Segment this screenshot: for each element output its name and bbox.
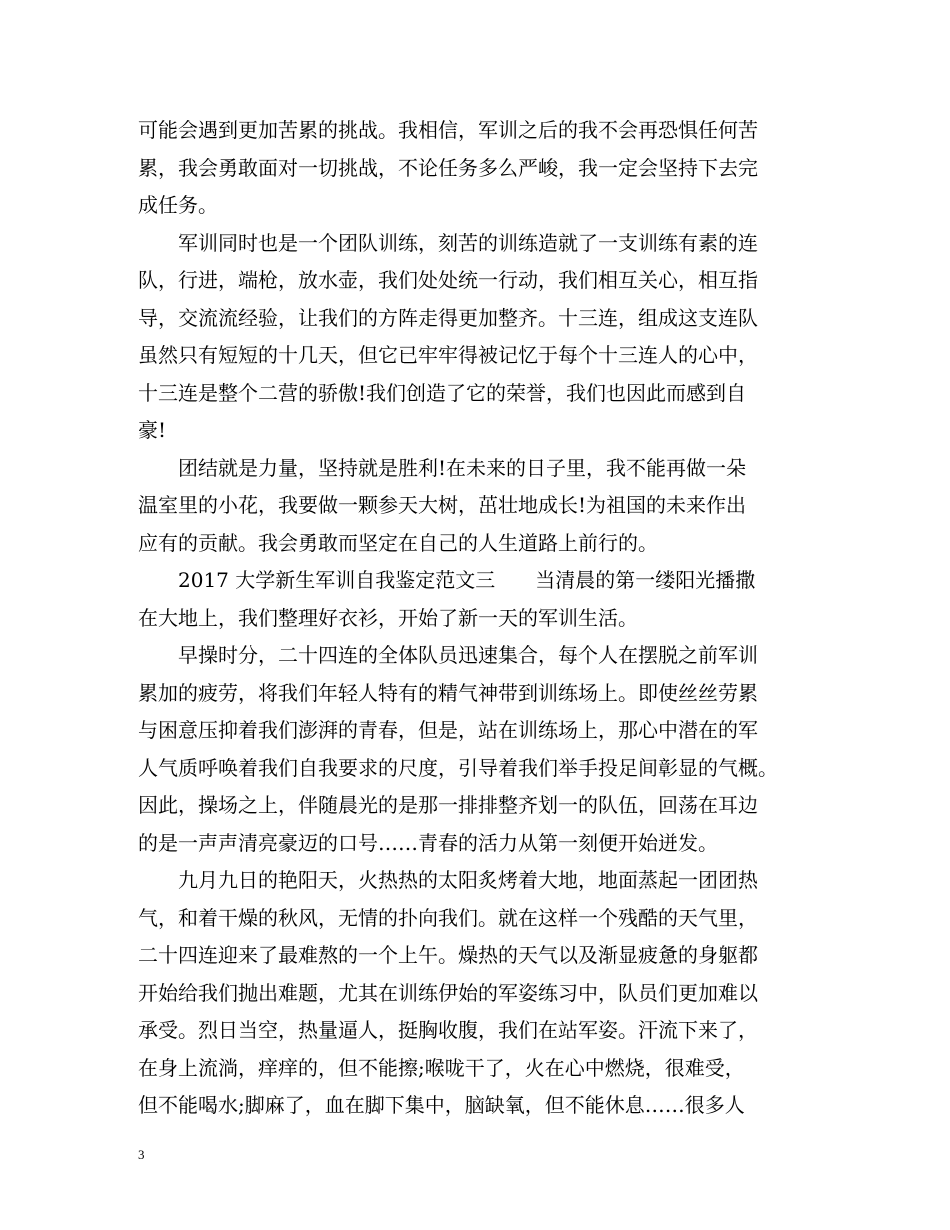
text-line: 因此，操场之上，伴随晨光的是那一排排整齐划一的队伍，回荡在耳边 xyxy=(138,793,758,817)
text-line: 累，我会勇敢面对一切挑战，不论任务多么严峻，我一定会坚持下去完 xyxy=(138,155,758,180)
text-line: 气，和着干燥的秋风，无情的扑向我们。就在这样一个残酷的天气里， xyxy=(138,905,758,930)
text-line: 在大地上，我们整理好衣衫，开始了新一天的军训生活。 xyxy=(138,605,638,630)
text-line: 队，行进，端枪，放水壶，我们处处统一行动，我们相互关心，相互指 xyxy=(138,268,758,292)
text-line: 与困意压抑着我们澎湃的青春，但是，站在训练场上，那心中潜在的军 xyxy=(138,718,758,742)
body-text xyxy=(138,112,818,1125)
text-line: 成任务。 xyxy=(138,193,218,217)
text-line: 十三连是整个二营的骄傲!我们创造了它的荣誉，我们也因此而感到自 xyxy=(138,380,747,405)
page-number: 3 xyxy=(138,1147,145,1162)
text-line: 二十四连迎来了最难熬的一个上午。燥热的天气以及渐显疲惫的身躯都 xyxy=(138,943,758,967)
text-line: 应有的贡献。我会勇敢而坚定在自己的人生道路上前行的。 xyxy=(138,530,658,555)
text-line: 在身上流淌，痒痒的，但不能擦;喉咙干了，火在心中燃烧，很难受， xyxy=(138,1055,745,1080)
text-line: 温室里的小花，我要做一颗参天大树，茁壮地成长!为祖国的未来作出 xyxy=(138,493,747,517)
text-line: 早操时分，二十四连的全体队员迅速集合，每个人在摆脱之前军训 xyxy=(178,643,758,667)
text-line: 团结就是力量，坚持就是胜利!在未来的日子里，我不能再做一朵 xyxy=(178,455,747,480)
text-line: 豪! xyxy=(138,418,167,442)
text-line: 2017 大学新生军训自我鉴定范文三 当清晨的第一缕阳光播撒 xyxy=(178,568,756,592)
text-line: 军训同时也是一个团队训练，刻苦的训练造就了一支训练有素的连 xyxy=(178,230,758,255)
text-line: 但不能喝水;脚麻了，血在脚下集中，脑缺氧，但不能休息……很多人 xyxy=(138,1093,745,1117)
text-line: 虽然只有短短的十几天，但它已牢牢得被记忆于每个十三连人的心中， xyxy=(138,343,758,367)
text-line: 人气质呼唤着我们自我要求的尺度，引导着我们举手投足间彰显的气概。 xyxy=(138,755,778,780)
text-line: 累加的疲劳，将我们年轻人特有的精气神带到训练场上。即使丝丝劳累 xyxy=(138,680,758,705)
text-line: 承受。烈日当空，热量逼人，挺胸收腹，我们在站军姿。汗流下来了， xyxy=(138,1018,758,1042)
text-line: 开始给我们抛出难题，尤其在训练伊始的军姿练习中，队员们更加难以 xyxy=(138,980,758,1005)
text-line: 导，交流流经验，让我们的方阵走得更加整齐。十三连，组成这支连队 xyxy=(138,305,758,330)
text-line: 九月九日的艳阳天，火热热的太阳炙烤着大地，地面蒸起一团团热 xyxy=(178,868,758,892)
text-line: 可能会遇到更加苦累的挑战。我相信，军训之后的我不会再恐惧任何苦 xyxy=(138,118,758,142)
text-line: 的是一声声清亮豪迈的口号……青春的活力从第一刻便开始迸发。 xyxy=(138,830,718,855)
